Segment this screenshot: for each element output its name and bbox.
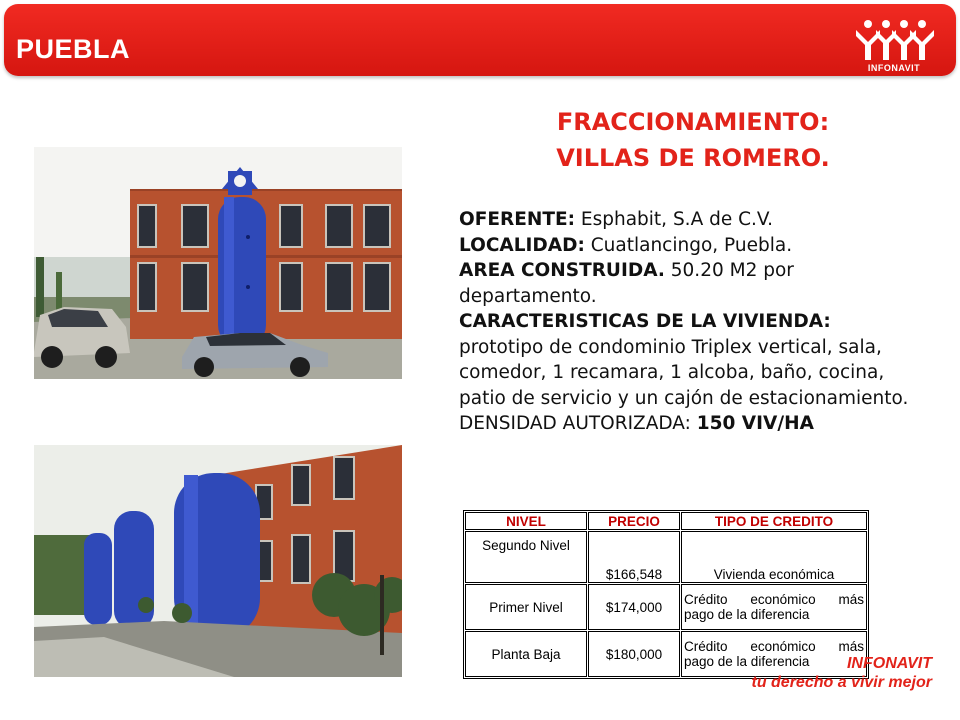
cell-tipo-line-1 — [684, 592, 864, 607]
cell-tipo-word: económico — [750, 639, 816, 654]
cell-tipo: Vivienda económica — [681, 531, 867, 583]
footer-brand: INFONAVIT — [846, 655, 932, 672]
table-row — [465, 584, 867, 630]
caracteristicas-line — [459, 309, 929, 411]
header-bar — [4, 4, 956, 76]
densidad-label: DENSIDAD AUTORIZADA: — [459, 413, 697, 434]
header-title: PUEBLA — [16, 34, 131, 64]
localidad-value: Cuatlancingo, Puebla. — [584, 234, 793, 256]
cell-tipo-word: más — [838, 592, 864, 607]
table-header-row — [465, 512, 867, 530]
densidad-line — [459, 411, 929, 437]
oferente-value: Esphabit, S.A de C.V. — [575, 209, 774, 230]
cell-tipo-line-2: pago de la diferencia — [684, 654, 810, 669]
cell-precio: $174,000 — [588, 584, 680, 630]
area-label: AREA CONSTRUIDA. — [459, 260, 665, 281]
title-line-1: FRACCIONAMIENTO: — [556, 108, 830, 136]
caracteristicas-label: CARACTERISTICAS DE LA VIVIENDA: — [459, 311, 831, 332]
cell-nivel: Planta Baja — [465, 631, 587, 677]
cell-tipo-word: Crédito — [684, 592, 728, 607]
area-value: 50.20 M2 por departamento. — [459, 260, 794, 307]
building-photo-front — [34, 147, 402, 379]
cell-tipo-line-2: pago de la diferencia — [684, 607, 810, 622]
cell-tipo-word: Crédito — [684, 639, 728, 654]
cell-nivel: Segundo Nivel — [465, 531, 587, 583]
cell-precio: $166,548 — [588, 531, 680, 583]
cell-precio: $180,000 — [588, 631, 680, 677]
cell-tipo-word: más — [838, 639, 864, 654]
infonavit-logo — [852, 18, 936, 76]
cell-tipo — [681, 584, 867, 630]
page-title — [460, 104, 926, 176]
building-photo-towers — [34, 445, 402, 677]
description-block — [459, 207, 929, 437]
building-photo-towers-image — [34, 445, 402, 677]
footer-tagline — [751, 654, 932, 692]
building-photo-front-image — [34, 147, 402, 379]
cell-tipo-word: económico — [750, 592, 816, 607]
logo-wordmark: INFONAVIT — [867, 63, 921, 73]
densidad-value: 150 VIV/HA — [696, 413, 814, 434]
cell-nivel: Primer Nivel — [465, 584, 587, 630]
infonavit-logo-icon — [852, 18, 936, 62]
oferente-line — [459, 207, 929, 233]
localidad-line — [459, 233, 929, 259]
footer-slogan: tu derecho a vivir mejor — [751, 674, 932, 691]
localidad-label: LOCALIDAD: — [459, 234, 585, 256]
header-precio: PRECIO — [588, 512, 680, 530]
header-nivel: NIVEL — [465, 512, 587, 530]
area-line — [459, 258, 929, 309]
oferente-label: OFERENTE: — [459, 209, 576, 230]
title-line-2: VILLAS DE ROMERO. — [556, 144, 830, 172]
table-row — [465, 531, 867, 583]
cell-tipo-line-1 — [684, 639, 864, 654]
caracteristicas-value: prototipo de condominio Triplex vertical, sala, comedor, 1 recamara, 1 alcoba, baño, cocina, patio de servicio y un cajón de estacionamiento. — [459, 336, 909, 409]
header-tipo-credito: TIPO DE CREDITO — [681, 512, 867, 530]
